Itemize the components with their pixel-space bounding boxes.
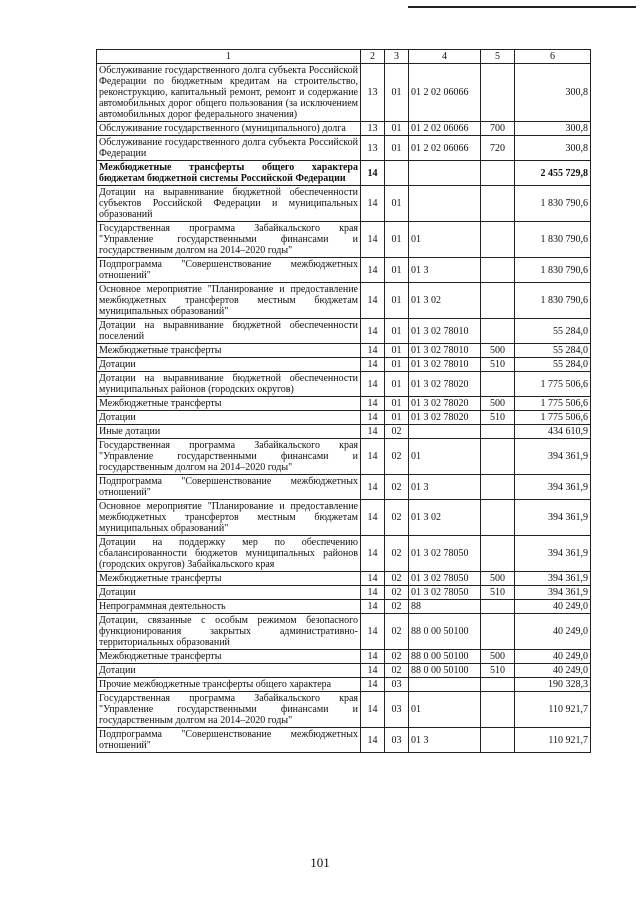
row-section: 14 [361,283,385,319]
table-row [97,586,591,600]
row-amount: 394 361,9 [515,586,591,600]
row-subsection: 02 [385,600,409,614]
row-section: 14 [361,650,385,664]
row-expense-type [481,222,515,258]
row-subsection: 03 [385,678,409,692]
table-row [97,600,591,614]
row-name: Дотации [97,358,361,372]
row-subsection: 03 [385,728,409,753]
row-expense-type [481,64,515,122]
row-name: Межбюджетные трансферты [97,572,361,586]
row-expense-type [481,536,515,572]
row-section: 14 [361,664,385,678]
row-target-article: 01 [409,439,481,475]
row-expense-type [481,678,515,692]
row-amount: 2 455 729,8 [515,161,591,186]
row-amount: 1 775 506,6 [515,411,591,425]
table-row [97,258,591,283]
row-expense-type [481,439,515,475]
row-section: 13 [361,122,385,136]
row-name: Межбюджетные трансферты [97,397,361,411]
row-amount: 40 249,0 [515,614,591,650]
row-expense-type: 720 [481,136,515,161]
table-row [97,411,591,425]
row-amount: 55 284,0 [515,319,591,344]
row-name: Основное мероприятие "Планирование и предоставление межбюджетных трансфертов местным бюджетам муниципальных образований" [97,283,361,319]
row-target-article: 88 [409,600,481,614]
row-name: Дотации [97,586,361,600]
row-target-article [409,186,481,222]
table-row [97,283,591,319]
row-subsection: 02 [385,650,409,664]
row-section: 14 [361,397,385,411]
row-name: Межбюджетные трансферты общего характера бюджетам бюджетной системы Российской Федерации [97,161,361,186]
row-target-article: 01 2 02 06066 [409,136,481,161]
row-section: 14 [361,692,385,728]
row-target-article: 01 2 02 06066 [409,122,481,136]
page-number: 101 [310,855,330,870]
table-row [97,614,591,650]
row-subsection: 01 [385,122,409,136]
row-expense-type: 500 [481,572,515,586]
row-expense-type: 500 [481,650,515,664]
table-row [97,536,591,572]
row-amount: 1 775 506,6 [515,397,591,411]
row-amount: 300,8 [515,64,591,122]
row-amount: 40 249,0 [515,650,591,664]
row-section: 14 [361,475,385,500]
table-row [97,161,591,186]
table-row [97,692,591,728]
row-name: Государственная программа Забайкальского края "Управление государственными финансами и государственным долгом на 2014–2020 годы" [97,439,361,475]
row-section: 14 [361,425,385,439]
row-section: 14 [361,572,385,586]
row-target-article: 01 3 02 78020 [409,411,481,425]
row-name: Дотации на поддержку мер по обеспечению сбалансированности бюджетов муниципальных районов (городских округов) Забайкальского края [97,536,361,572]
row-amount: 55 284,0 [515,358,591,372]
row-expense-type: 510 [481,586,515,600]
row-expense-type [481,283,515,319]
row-target-article: 88 0 00 50100 [409,664,481,678]
row-amount: 1 775 506,6 [515,372,591,397]
header-cell: 1 [97,50,361,64]
row-section: 14 [361,372,385,397]
table-row [97,500,591,536]
row-name: Дотации [97,411,361,425]
row-subsection: 02 [385,536,409,572]
row-amount: 190 328,3 [515,678,591,692]
row-expense-type: 700 [481,122,515,136]
row-amount: 1 830 790,6 [515,222,591,258]
row-section: 13 [361,64,385,122]
row-expense-type: 510 [481,664,515,678]
table-row [97,475,591,500]
row-name: Иные дотации [97,425,361,439]
row-target-article: 01 [409,692,481,728]
row-name: Обслуживание государственного долга субъекта Российской Федерации [97,136,361,161]
table-row [97,425,591,439]
table-row [97,186,591,222]
row-section: 14 [361,536,385,572]
row-target-article [409,425,481,439]
row-amount: 394 361,9 [515,475,591,500]
row-name: Подпрограмма "Совершенствование межбюджетных отношений" [97,258,361,283]
row-section: 13 [361,136,385,161]
row-name: Прочие межбюджетные трансферты общего характера [97,678,361,692]
row-amount: 300,8 [515,136,591,161]
row-amount: 110 921,7 [515,692,591,728]
row-subsection: 01 [385,283,409,319]
row-target-article: 01 2 02 06066 [409,64,481,122]
row-target-article: 01 [409,222,481,258]
row-section: 14 [361,678,385,692]
row-target-article: 01 3 [409,728,481,753]
row-subsection: 01 [385,358,409,372]
row-amount: 1 830 790,6 [515,283,591,319]
row-amount: 394 361,9 [515,572,591,586]
table-row [97,372,591,397]
row-target-article: 01 3 [409,258,481,283]
row-section: 14 [361,344,385,358]
row-section: 14 [361,439,385,475]
table-row [97,728,591,753]
table-row [97,122,591,136]
row-subsection: 02 [385,500,409,536]
row-expense-type [481,614,515,650]
table-row [97,650,591,664]
row-target-article: 01 3 02 [409,500,481,536]
table-row [97,344,591,358]
row-target-article: 01 3 02 78010 [409,319,481,344]
row-target-article: 88 0 00 50100 [409,614,481,650]
row-expense-type [481,319,515,344]
table-row [97,358,591,372]
row-section: 14 [361,186,385,222]
table-body [97,64,591,753]
row-amount: 1 830 790,6 [515,186,591,222]
row-section: 14 [361,319,385,344]
row-subsection [385,161,409,186]
row-expense-type [481,728,515,753]
row-section: 14 [361,222,385,258]
row-subsection: 02 [385,439,409,475]
table-row [97,678,591,692]
row-target-article: 01 3 02 78050 [409,572,481,586]
row-amount: 394 361,9 [515,439,591,475]
row-name: Государственная программа Забайкальского края "Управление государственными финансами и государственным долгом на 2014–2020 годы" [97,222,361,258]
row-subsection: 01 [385,186,409,222]
row-name: Дотации [97,664,361,678]
row-expense-type [481,258,515,283]
header-cell: 2 [361,50,385,64]
row-name: Обслуживание государственного долга субъекта Российской Федерации по бюджетным кредитам на строительство, реконструкцию, капитальный ремонт, ремонт и содержание автомобильных дорог общего пользования (за исключением автомобильных дорог федерального значения) [97,64,361,122]
row-name: Межбюджетные трансферты [97,650,361,664]
row-name: Основное мероприятие "Планирование и предоставление межбюджетных трансфертов местным бюджетам муниципальных образований" [97,500,361,536]
row-expense-type [481,500,515,536]
row-section: 14 [361,358,385,372]
header-cell: 3 [385,50,409,64]
row-subsection: 02 [385,425,409,439]
row-expense-type [481,600,515,614]
row-subsection: 03 [385,692,409,728]
row-name: Подпрограмма "Совершенствование межбюджетных отношений" [97,728,361,753]
table-row [97,64,591,122]
row-target-article: 01 3 02 78010 [409,358,481,372]
row-amount: 40 249,0 [515,664,591,678]
row-expense-type [481,475,515,500]
row-subsection: 01 [385,222,409,258]
row-subsection: 01 [385,397,409,411]
table-row [97,397,591,411]
row-section: 14 [361,728,385,753]
row-subsection: 02 [385,586,409,600]
row-expense-type: 500 [481,344,515,358]
row-target-article: 01 3 02 78050 [409,536,481,572]
table-row [97,664,591,678]
row-name: Дотации на выравнивание бюджетной обеспеченности поселений [97,319,361,344]
row-section: 14 [361,614,385,650]
row-subsection: 01 [385,258,409,283]
row-amount: 55 284,0 [515,344,591,358]
row-subsection: 02 [385,614,409,650]
row-subsection: 02 [385,664,409,678]
row-target-article: 01 3 02 78010 [409,344,481,358]
row-target-article [409,678,481,692]
row-amount: 300,8 [515,122,591,136]
header-row [97,50,591,64]
row-subsection: 02 [385,572,409,586]
row-target-article: 01 3 02 78020 [409,372,481,397]
row-expense-type [481,692,515,728]
row-name: Государственная программа Забайкальского края "Управление государственными финансами и государственным долгом на 2014–2020 годы" [97,692,361,728]
row-section: 14 [361,586,385,600]
row-expense-type: 510 [481,358,515,372]
table-row [97,222,591,258]
row-expense-type [481,161,515,186]
row-expense-type: 500 [481,397,515,411]
row-amount: 1 830 790,6 [515,258,591,283]
row-subsection: 02 [385,475,409,500]
row-subsection: 01 [385,64,409,122]
header-cell: 4 [409,50,481,64]
table-row [97,439,591,475]
row-name: Непрограммная деятельность [97,600,361,614]
row-section: 14 [361,411,385,425]
row-target-article: 88 0 00 50100 [409,650,481,664]
row-name: Подпрограмма "Совершенствование межбюджетных отношений" [97,475,361,500]
table-row [97,572,591,586]
row-amount: 394 361,9 [515,500,591,536]
row-name: Дотации, связанные с особым режимом безопасного функционирования закрытых административно-территориальных образований [97,614,361,650]
row-amount: 110 921,7 [515,728,591,753]
row-section: 14 [361,161,385,186]
header-cell: 6 [515,50,591,64]
row-name: Дотации на выравнивание бюджетной обеспеченности субъектов Российской Федерации и муниципальных образований [97,186,361,222]
row-subsection: 01 [385,411,409,425]
row-name: Обслуживание государственного (муниципального) долга [97,122,361,136]
row-target-article: 01 3 [409,475,481,500]
table-row [97,136,591,161]
header-cell: 5 [481,50,515,64]
row-amount: 40 249,0 [515,600,591,614]
row-subsection: 01 [385,319,409,344]
row-expense-type [481,186,515,222]
row-subsection: 01 [385,136,409,161]
row-target-article: 01 3 02 78050 [409,586,481,600]
row-amount: 394 361,9 [515,536,591,572]
row-name: Дотации на выравнивание бюджетной обеспеченности муниципальных районов (городских округов) [97,372,361,397]
row-name: Межбюджетные трансферты [97,344,361,358]
row-target-article [409,161,481,186]
row-amount: 434 610,9 [515,425,591,439]
row-section: 14 [361,600,385,614]
row-expense-type [481,425,515,439]
row-subsection: 01 [385,344,409,358]
row-subsection: 01 [385,372,409,397]
row-section: 14 [361,500,385,536]
row-expense-type [481,372,515,397]
table-row [97,319,591,344]
top-rule [408,6,636,8]
budget-table [96,49,591,753]
row-target-article: 01 3 02 [409,283,481,319]
row-section: 14 [361,258,385,283]
row-target-article: 01 3 02 78020 [409,397,481,411]
row-expense-type: 510 [481,411,515,425]
